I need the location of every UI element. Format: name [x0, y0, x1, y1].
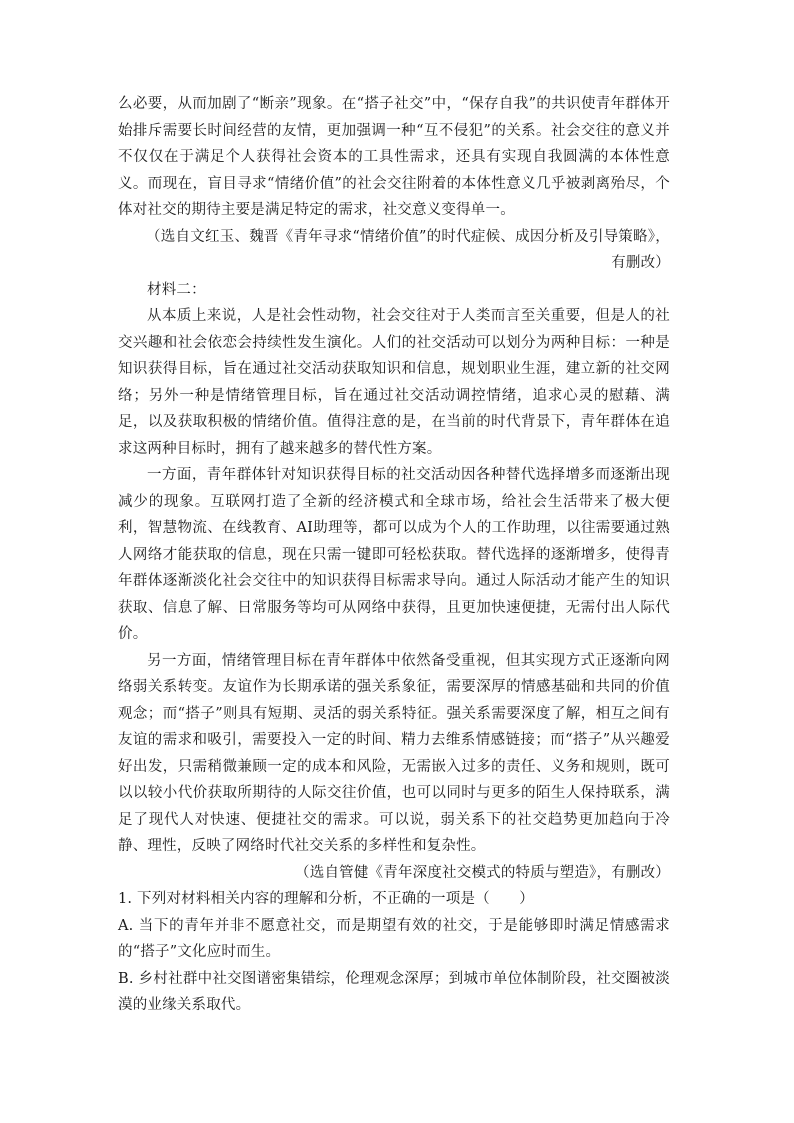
- paragraph-3: 一方面，青年群体针对知识获得目标的社交活动因各种替代选择增多而逐渐出现减少的现象。互联网打造了全新的经济模式和全球市场，给社会生活带来了极大便利，智慧物流、在线教育、AI助理等，都可以成为个人的工作助理，以往需要通过熟人网络才能获取的信息，现在只需一键即可轻松获取。替代选择的逐渐增多，使得青年群体逐渐淡化社会交往中的知识获得目标需求导向。通过人际活动才能产生的知识获取、信息了解、日常服务等均可从网络中获得，且更加快速便捷，无需付出人际代价。: [118, 467, 670, 642]
- option-a: A. 当下的青年并非不愿意社交，而是期望有效的社交，于是能够即时满足情感需求的“搭子”文化应时而生。: [118, 917, 670, 960]
- question-stem: 1. 下列对材料相关内容的理解和分析，不正确的一项是（ ）: [118, 891, 534, 907]
- material-2-heading: 材料二：: [147, 281, 206, 298]
- document-page: [118, 91, 670, 1019]
- source-citation-2: （选自管健《青年深度社交模式的特质与塑造》，有删改）: [295, 864, 670, 881]
- source-citation-1: （选自文红玉、魏晋《青年寻求“情绪价值”的时代症候、成因分析及引导策略》，有删改）: [146, 228, 670, 271]
- option-b: B. 乡村社群中社交图谱密集错综，伦理观念深厚；到城市单位体制阶段，社交圈被淡漠的业缘关系取代。: [118, 970, 670, 1013]
- paragraph-4: 另一方面，情绪管理目标在青年群体中依然备受重视，但其实现方式正逐渐向网络弱关系转变。友谊作为长期承诺的强关系象征，需要深厚的情感基础和共同的价值观念；而“搭子”则具有短期、灵活的弱关系特征。强关系需要深度了解，相互之间有友谊的需求和吸引，需要投入一定的时间、精力去维系情感链接；而“搭子”从兴趣爱好出发，只需稍微兼顾一定的成本和风险，无需嵌入过多的责任、义务和规则，既可以以较小代价获取所期待的人际交往价值，也可以同时与更多的陌生人保持联系，满足了现代人对快速、便捷社交的需求。可以说，弱关系下的社交趋势更加趋向于冷静、理性，反映了网络时代社交关系的多样性和复杂性。: [118, 652, 670, 854]
- paragraph-1: 么必要，从而加剧了“断亲”现象。在“搭子社交”中，“保存自我”的共识使青年群体开始排斥需要长时间经营的友情，更加强调一种“互不侵犯”的关系。社会交往的意义并不仅仅在于满足个人获得社会资本的工具性需求，还具有实现自我圆满的本体性意义。而现在，盲目寻求“情绪价值”的社会交往附着的本体性意义几乎被剥离殆尽，个体对社交的期待主要是满足特定的需求，社交意义变得单一。: [118, 96, 670, 218]
- paragraph-2: 从本质上来说，人是社会性动物，社会交往对于人类而言至关重要，但是人的社交兴趣和社会依恋会持续性发生演化。人们的社交活动可以划分为两种目标：一种是知识获得目标，旨在通过社交活动获取知识和信息，规划职业生涯，建立新的社交网络；另外一种是情绪管理目标，旨在通过社交活动调控情绪，追求心灵的慰藉、满足，以及获取积极的情绪价值。值得注意的是，在当前的时代背景下，青年群体在追求这两种目标时，拥有了越来越多的替代性方案。: [118, 308, 670, 457]
